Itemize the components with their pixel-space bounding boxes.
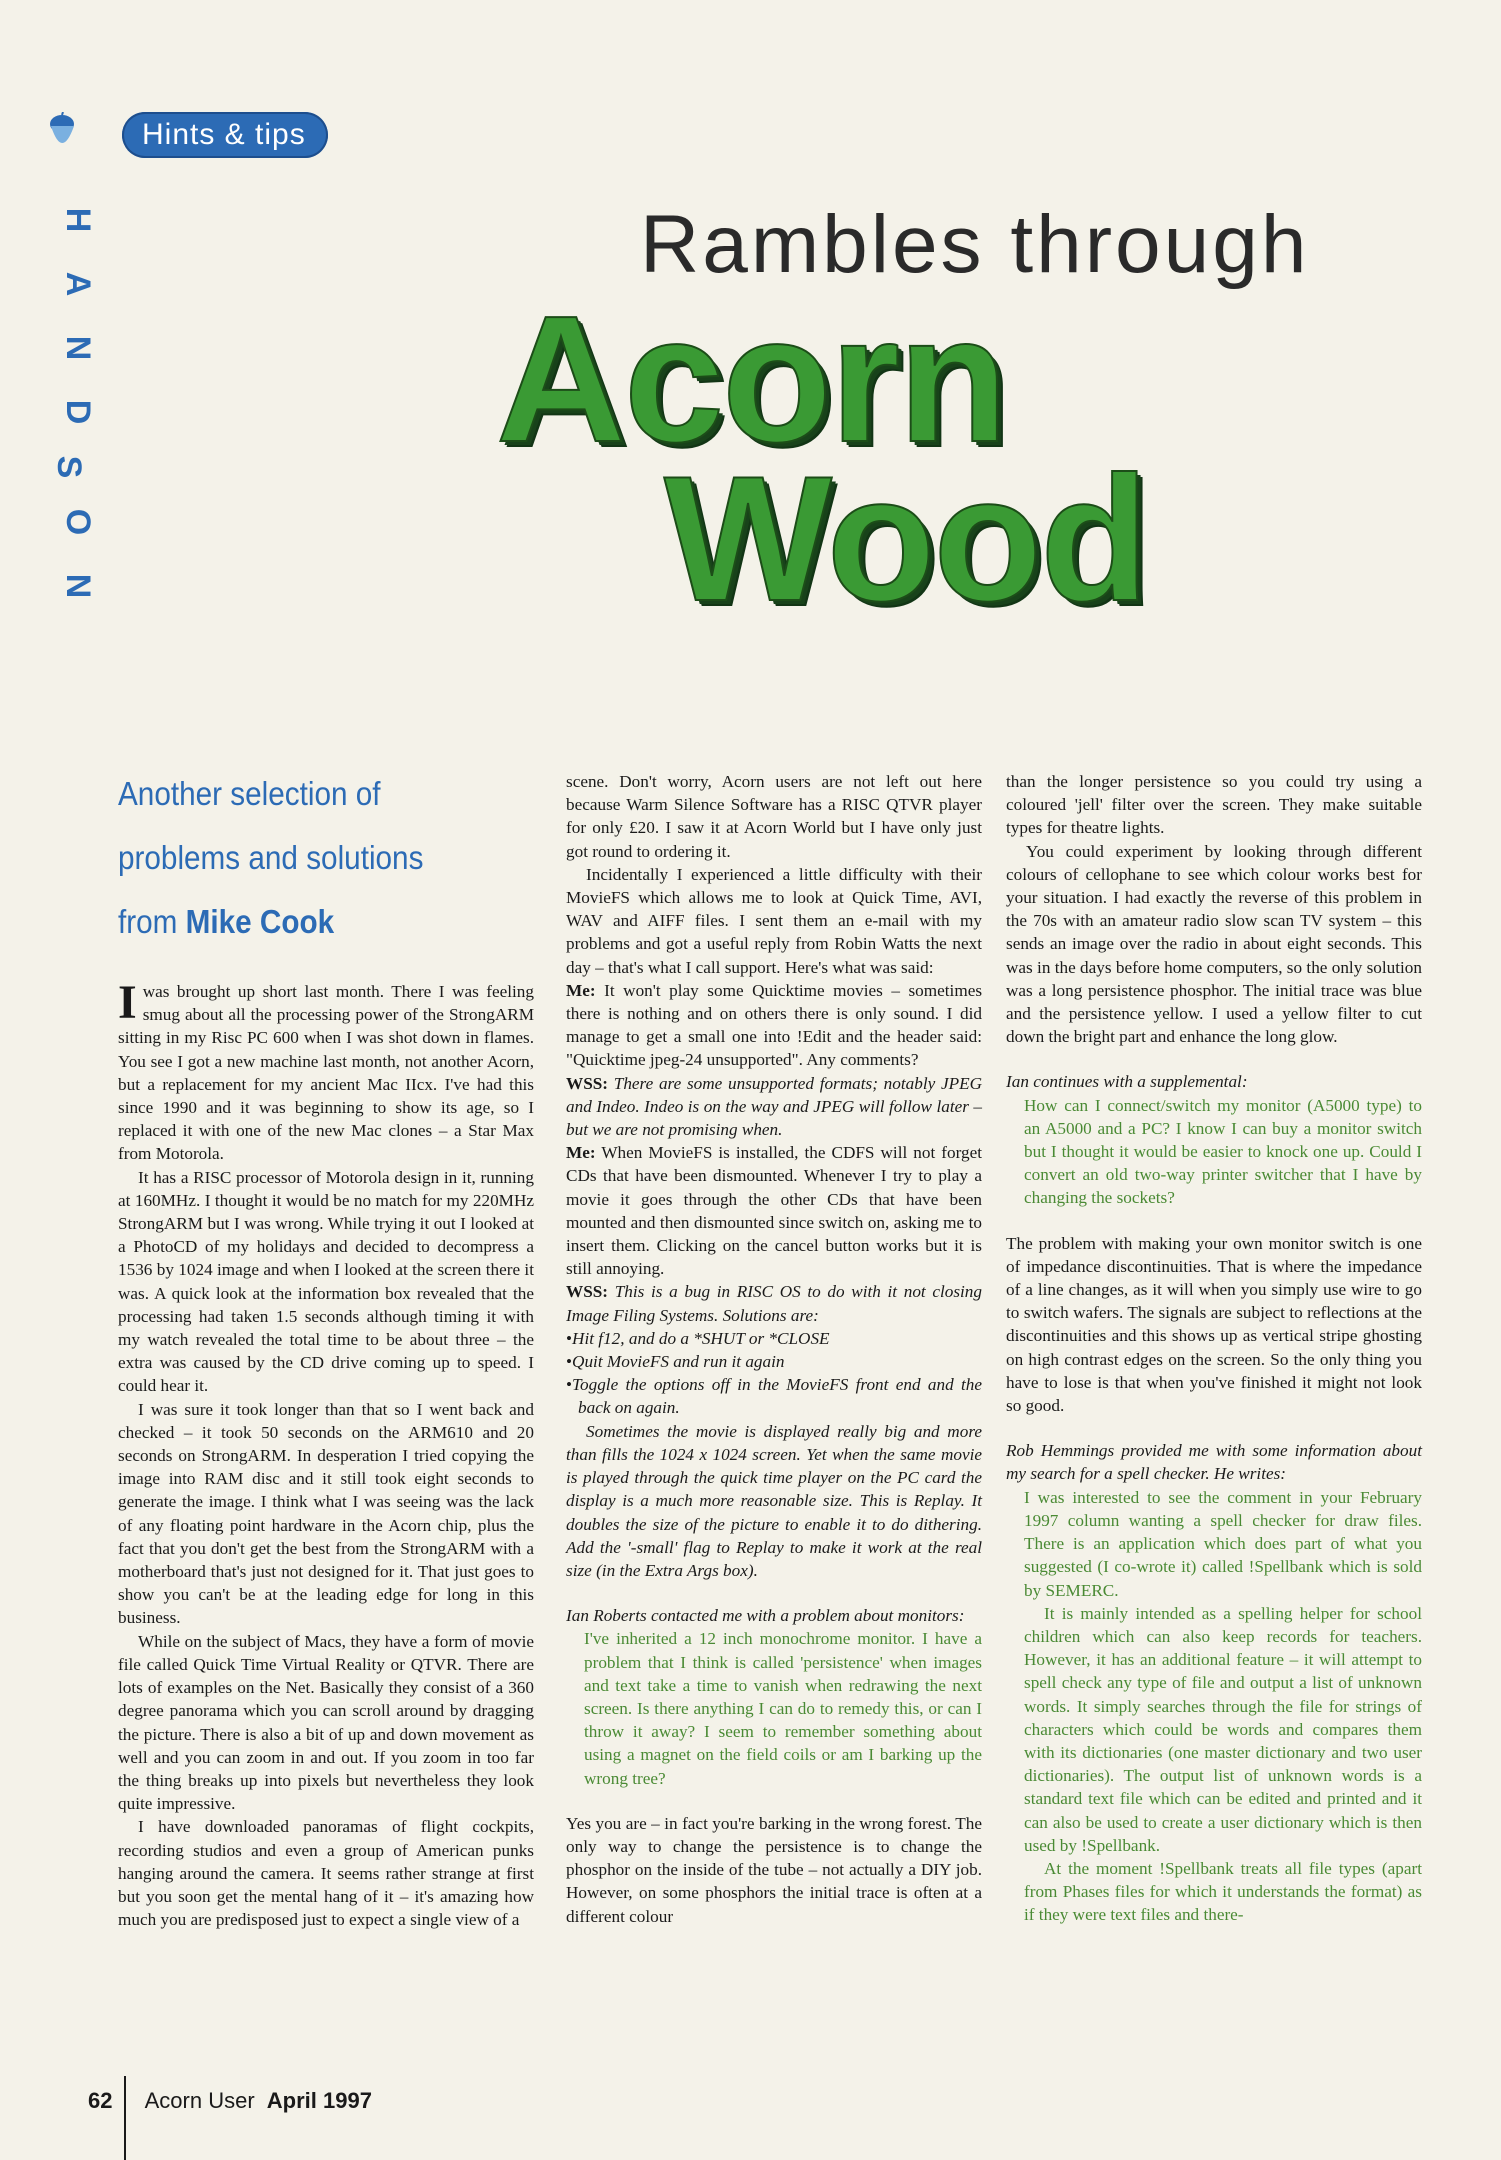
section-tab: Hints & tips [122, 112, 328, 158]
title-line-1: Rambles through [640, 199, 1310, 290]
acorn-logo-icon [46, 112, 80, 156]
section-side-label [40, 188, 97, 618]
article-column-2 [566, 770, 982, 1928]
side-letter: H [59, 207, 97, 233]
magazine-name: Acorn User [144, 2088, 255, 2113]
list-item: • Toggle the options off in the MovieFS front end and the back on again. [566, 1373, 982, 1419]
drop-cap: I [118, 976, 137, 1029]
paragraph: You could experiment by looking through different colours of cellophane to see which colour works best for your situation. I had exactly the reverse of this problem in the 70s with an amateur radio slow scan TV system – this sends an image over the radio in about eight seconds. This was in the days before home computers, so the only solution was a long persistence phosphor. The initial trace was blue and the persistence yellow. I used a yellow filter to cut down the bright part and enhance the long glow. [1006, 841, 1422, 1047]
dialog-line: Me: It won't play some Quicktime movies – sometimes there is nothing and on others there is only sound. I did manage to get a small one into !Edit and the header said: "Quicktime jpeg-24 unsupported". Any comments? [566, 980, 983, 1070]
paragraph: The problem with making your own monitor switch is one of impedance discontinuities. That is where the impedance of a line changes, as it will when you simply use wire to go to switch wafers. The signals are subject to reflections at the discontinuities and this shows up as vertical stripe ghosting on high contrast edges on the screen. So the only thing you have to lose is that when you've finished it might not look so good. [1006, 1233, 1422, 1416]
side-letter: O [59, 508, 97, 536]
dialog-line: WSS: There are some unsupported formats; notably JPEG and Indeo. Indeo is on the way and JPEG will follow later – but we are not promising when. [566, 1073, 982, 1140]
article-column-1 [118, 976, 534, 1931]
title-line-2: Acorn [496, 279, 1007, 480]
paragraph: Yes you are – in fact you're barking in the wrong forest. The only way to change the persistence is to change the phosphor on the inside of the tube – not actually a DIY job. However, on some phosphors the initial trace is often at a different colour [566, 1813, 982, 1926]
issue-date: April 1997 [266, 2088, 372, 2113]
paragraph: I was sure it took longer than that so I went back and checked – it took 50 seconds on the ARM610 and 20 seconds on StrongARM. In desperation I tried copying the image into RAM disc and it still took eight seconds to generate the image. I think what I was seeing was the lack of any floating point hardware in the Acorn chip, plus the fact that you don't get the best from the StrongARM with a motherboard that's just not designed for it. That just goes to show you can't be at the leading edge for long in this business. [118, 1399, 534, 1628]
side-letter: D [59, 399, 97, 425]
reader-letter: I was interested to see the comment in your February 1997 column wanting a spell checker for draw files. There is an application which does part of what you suggested (I co-wrote it) called !Spellbank which is sold by SEMERC. It is mainly intended as a spelling helper for school children which can also keep records for teachers. However, it has an additional feature – it will attempt to spell check any type of file and output a list of unknown words. It simply searches through the file for strings of characters which could be words and compares them with its dictionaries (one master dictionary and two user dictionaries). The output list of unknown words is a standard text file which can be edited and printed and it can also be used to create a user dictionary which is then used by !Spellbank. At the moment !Spellbank treats all file types (apart from Phases files for which it understands the format) as if they were text files and there- [1024, 1487, 1422, 1925]
side-letter: A [59, 271, 97, 297]
letter-intro: Ian continues with a supplemental: [1006, 1072, 1248, 1092]
solution-list [566, 1327, 982, 1420]
dialog-line: WSS: This is a bug in RISC OS to do with it not closing Image Filing Systems. Solutions are: [566, 1282, 982, 1325]
list-item: • Quit MovieFS and run it again [566, 1350, 982, 1373]
paragraph: It has a RISC processor of Motorola design in it, running at 160MHz. I thought it would be no match for my 220MHz StrongARM but I was wrong. While trying it out I looked at a PhotoCD of my holidays and decided to decompress a 1536 by 1024 image and when I looked at the screen there it was. A quick look at the information box revealed that the processing had taken 1.5 seconds although timing it with my watch revealed the total time to be about three – the extra was caused by the CD drive coming up to speed. I could hear it. [118, 1167, 534, 1396]
letter-intro: Ian Roberts contacted me with a problem about monitors: [566, 1606, 965, 1626]
side-letter: N [59, 573, 97, 599]
reader-letter: I've inherited a 12 inch monochrome monitor. I have a problem that I think is called 'persistence' when images and text take a time to vanish when redrawing the next screen. Is there anything I can do to remedy this, or can I throw it away? I seem to remember something about using a magnet on the field coils or am I barking up the wrong tree? [584, 1629, 982, 1788]
standfirst-text: Another selection of problems and solutions from [118, 775, 424, 940]
side-letter: S [50, 455, 88, 479]
article-column-3 [1006, 770, 1422, 1927]
dialog-line: Me: When MovieFS is installed, the CDFS will not forget CDs that have been dismounted. Whenever I try to play a movie it goes through the other CDs that have been mounted and then dismounted since switch on, asking me to insert them. Clicking on the cancel button works but it is still annoying. [566, 1143, 982, 1279]
page-footer [88, 2086, 372, 2116]
title-line-3: Wood [664, 439, 1147, 638]
paragraph: Incidentally I experienced a little difficulty with their MovieFS which allows me to look at Quick Time, AVI, WAV and AIFF files. I sent them an e-mail with my problems and got a useful reply from Robin Watts the next day – that's what I call support. Here's what was said: [566, 864, 982, 977]
paragraph: scene. Don't worry, Acorn users are not left out here because Warm Silence Software has a RISC QTVR player for only £20. I saw it at Acorn World but I have only just got round to ordering it. [566, 772, 982, 861]
paragraph: than the longer persistence so you could try using a coloured 'jell' filter over the screen. They make suitable types for theatre lights. [1006, 772, 1422, 838]
standfirst [118, 762, 442, 954]
paragraph: Sometimes the movie is displayed really big and more than fills the 1024 x 1024 screen. Yet when the same movie is played through the quick time player on the PC card the display is a much more reasonable size. This is Replay. It doubles the size of the picture to enable it to do dithering. Add the '-small' flag to Replay to make it work at the real size (in the Extra Args box). [566, 1421, 982, 1580]
paragraph: I have downloaded panoramas of flight cockpits, recording studios and even a group of American punks hanging around the camera. It seems rather strange at first but you soon get the mental hang of it – it's amazing how much you are predisposed just to expect a single view of a [118, 1817, 534, 1930]
page-number: 62 [88, 2088, 113, 2113]
paragraph: Iwas brought up short last month. There I was feeling smug about all the processing power of the StrongARM sitting in my Risc PC 600 when I was shot down in flames. You see I got a new machine last month, not another Acorn, but a replacement for my ancient Mac IIcx. I've had this since 1990 and it was beginning to show its age, so I replaced it with one of the new Mac clones – a Star Max from Motorola. [118, 976, 534, 1164]
paragraph: While on the subject of Macs, they have a form of movie file called Quick Time Virtual Reality or QTVR. There are lots of examples on the Net. Basically they consist of a 360 degree panorama which you can scroll around by dragging the picture. There is also a bit of up and down movement as well and you can zoom in and out. If you zoom in too far the thing breaks up into pixels but nevertheless they look quite impressive. [118, 1631, 534, 1814]
list-item: • Hit f12, and do a *SHUT or *CLOSE [566, 1327, 982, 1350]
author-name: Mike Cook [185, 903, 335, 940]
reader-letter: How can I connect/switch my monitor (A5000 type) to an A5000 and a PC? I know I can buy a monitor switch but I thought it would be easier to knock one up. Could I convert an old two-way printer switcher that I have by changing the sockets? [1024, 1095, 1422, 1208]
letter-intro: Rob Hemmings provided me with some information about my search for a spell checker. He writes: [1006, 1441, 1422, 1484]
side-letter: N [59, 335, 97, 361]
